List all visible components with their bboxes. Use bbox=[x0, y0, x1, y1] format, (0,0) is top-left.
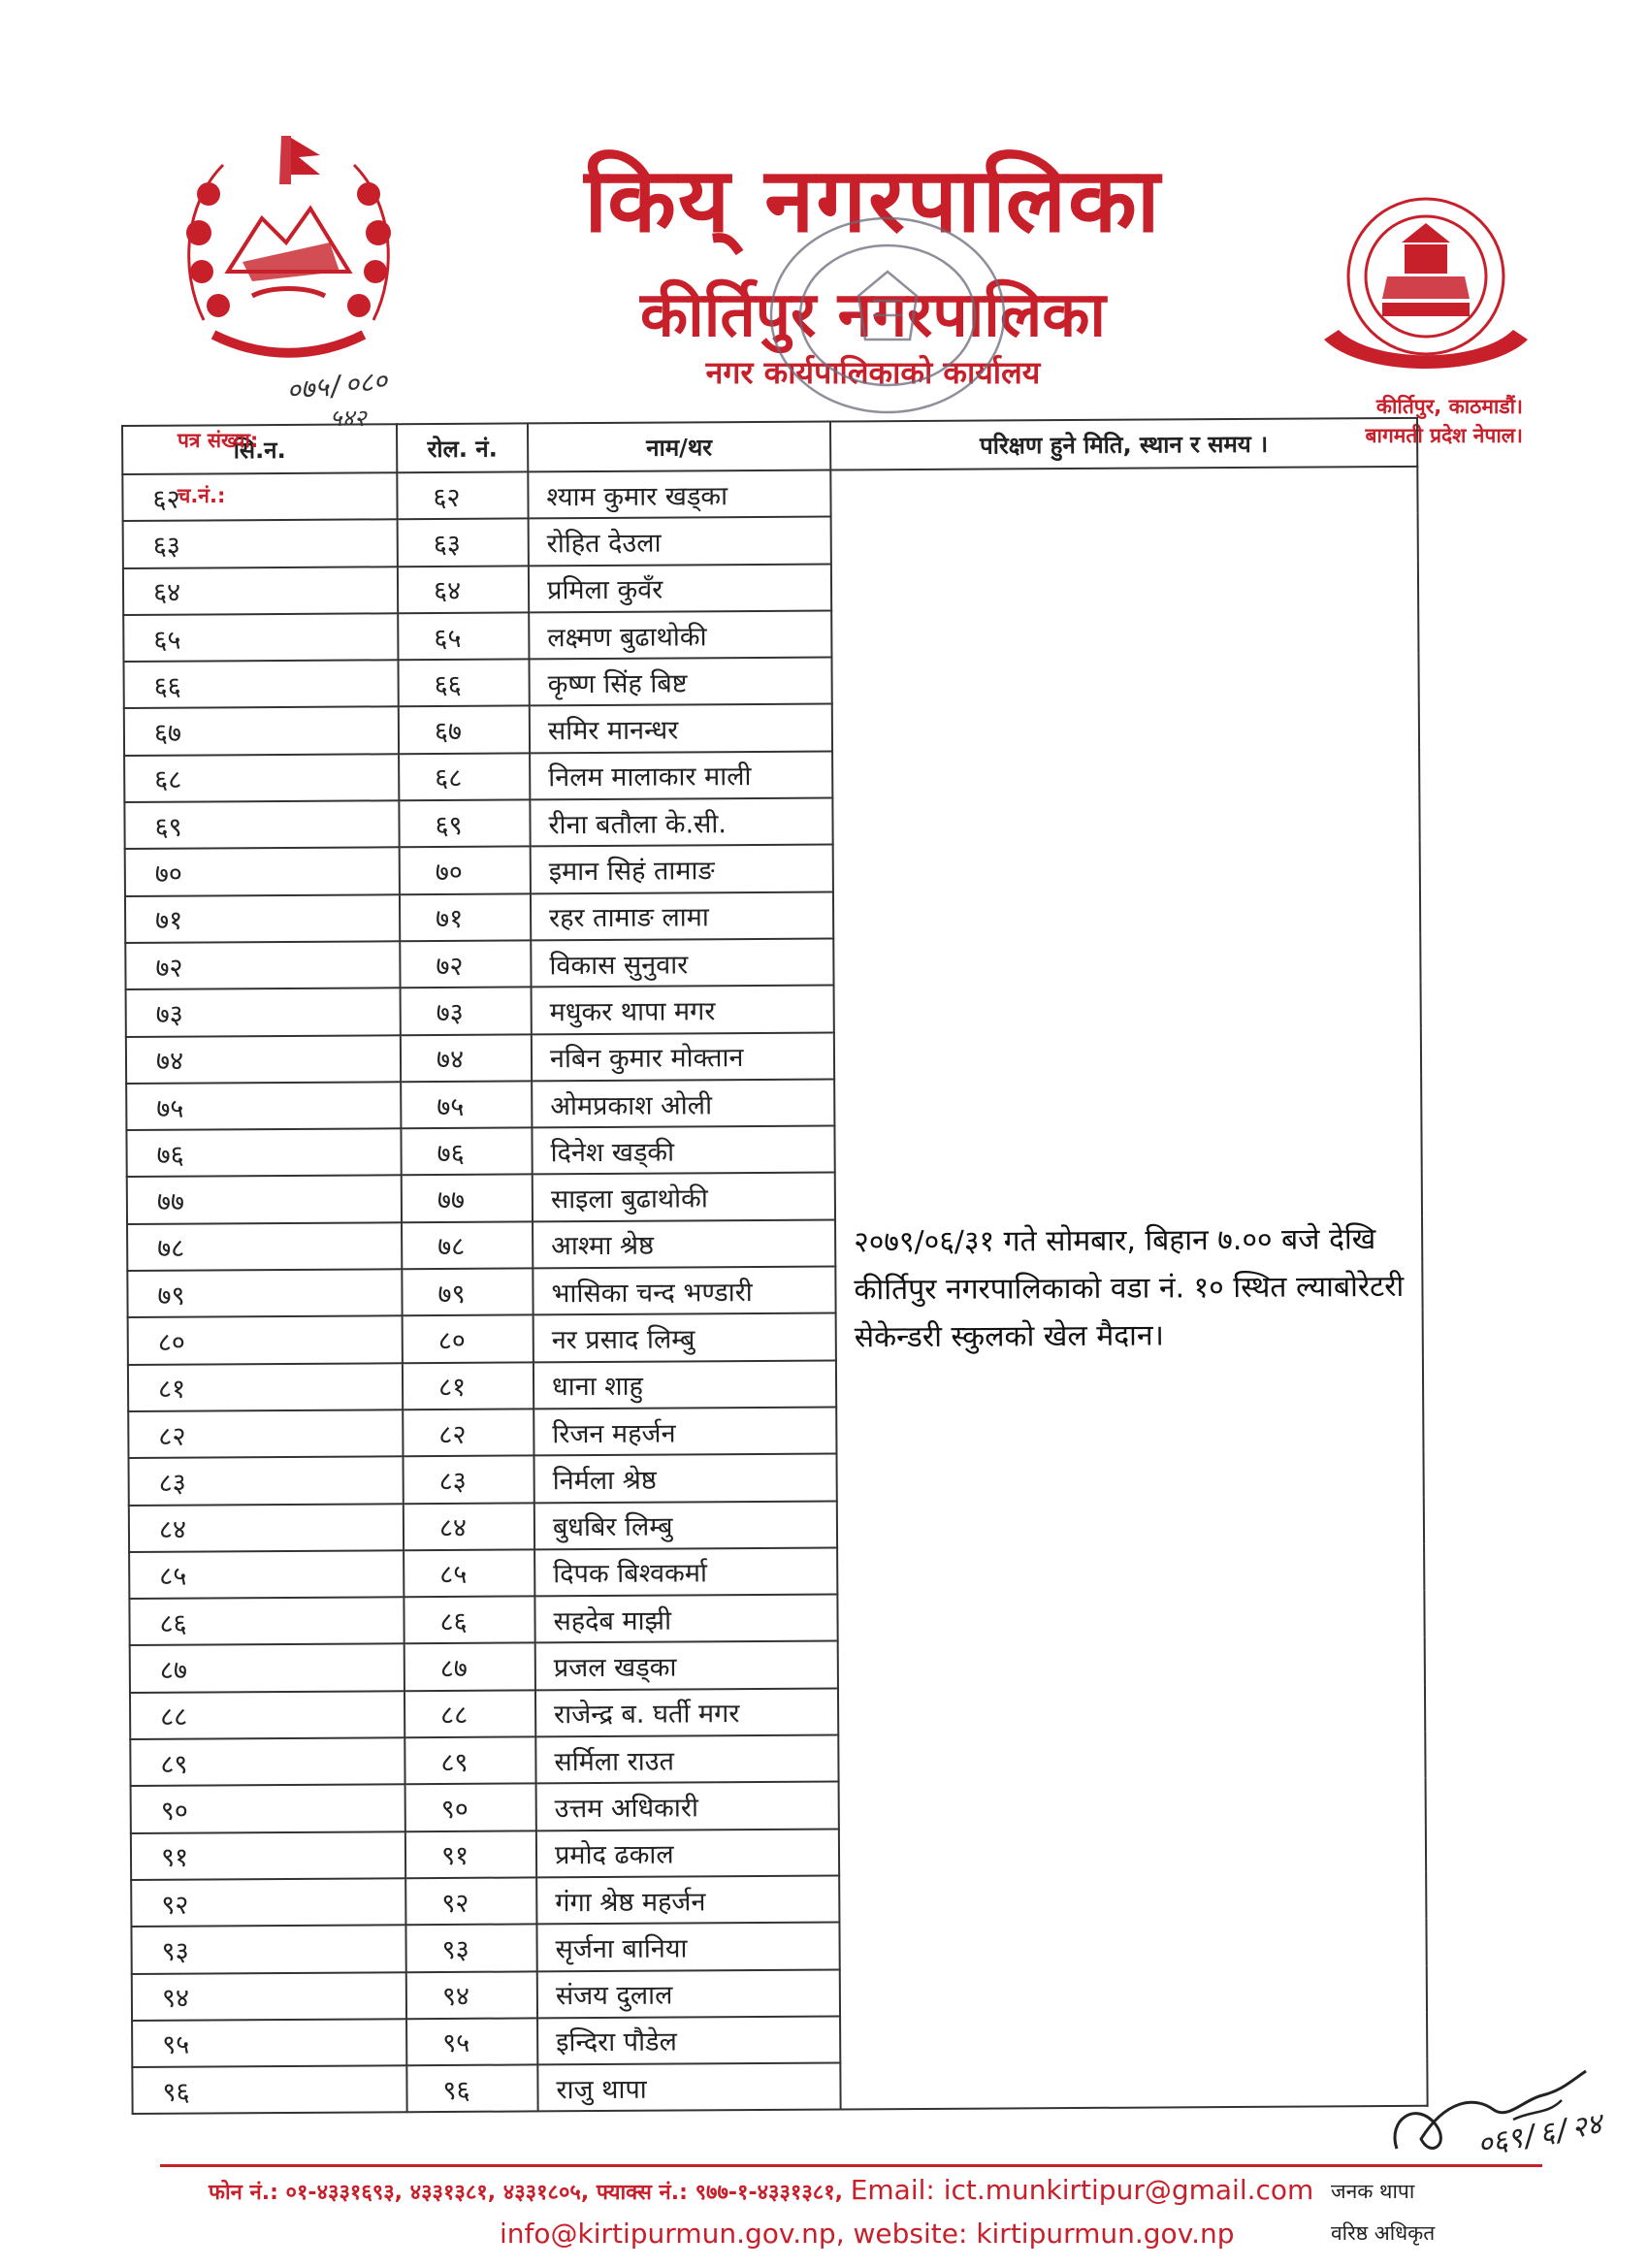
address-line-2: बागमती प्रदेश नेपाल। bbox=[1365, 424, 1523, 447]
roll-number-cell: ६६ bbox=[398, 660, 529, 707]
candidate-name-cell: मधुकर थापा मगर bbox=[532, 986, 834, 1034]
candidate-name-cell: प्रमिला कुवँर bbox=[529, 564, 831, 612]
roll-number-cell: ७६ bbox=[401, 1128, 532, 1176]
serial-number-cell: ७० bbox=[125, 848, 400, 896]
roll-number-cell: ७२ bbox=[400, 940, 531, 988]
roll-number-cell: ८० bbox=[403, 1315, 534, 1363]
roll-number-cell: ८६ bbox=[404, 1597, 534, 1644]
roll-number-cell: ९४ bbox=[406, 1971, 537, 2019]
roll-number-cell: ६२ bbox=[397, 471, 528, 519]
letter-number-label: पत्र संख्या: bbox=[178, 429, 259, 452]
footer-divider bbox=[160, 2164, 1542, 2167]
serial-number-cell: ६६ bbox=[123, 660, 398, 708]
serial-number-cell: ७९ bbox=[127, 1269, 402, 1317]
serial-number-cell: ८४ bbox=[129, 1504, 404, 1552]
serial-number-cell: ८० bbox=[128, 1316, 403, 1365]
roll-number-cell: ८८ bbox=[404, 1690, 535, 1737]
serial-number-cell: ८८ bbox=[130, 1691, 404, 1739]
exam-schedule-cell: २०७९/०६/३१ गते सोमबार, बिहान ७.०० बजे देखि कीर्तिपुर नगरपालिकाको वडा नं. १० स्थित ल्याबोरेटरी सेकेन्डरी स्कुलको खेल मैदान। bbox=[830, 467, 1427, 2110]
dispatch-number-label: च.नं.: bbox=[178, 484, 226, 507]
roll-number-cell: ७५ bbox=[401, 1081, 532, 1128]
serial-number-cell: ८५ bbox=[129, 1550, 404, 1599]
column-header-exam-info: परिक्षण हुने मिति, स्थान र समय । bbox=[830, 418, 1417, 470]
nepal-government-emblem bbox=[175, 126, 403, 369]
column-header-roll: रोल. नं. bbox=[397, 423, 528, 472]
candidate-name-cell: बुधबिर लिम्बु bbox=[534, 1501, 837, 1549]
roll-number-cell: ९२ bbox=[405, 1877, 536, 1925]
candidate-name-cell: नबिन कुमार मोक्तान bbox=[532, 1032, 834, 1081]
serial-number-cell: ७२ bbox=[125, 941, 400, 989]
roll-number-cell: ८२ bbox=[403, 1409, 534, 1456]
serial-number-cell: ६९ bbox=[124, 800, 399, 849]
roll-number-cell: ९५ bbox=[406, 2018, 537, 2065]
candidate-name-cell: दिपक बिश्वकर्मा bbox=[534, 1547, 837, 1596]
serial-number-cell: ९४ bbox=[132, 1972, 406, 2021]
candidate-name-cell: धाना शाहु bbox=[534, 1360, 836, 1409]
roll-number-cell: ६७ bbox=[399, 706, 530, 754]
candidate-name-cell: प्रजल खड्का bbox=[535, 1641, 838, 1690]
candidate-name-cell: रीना बतौला के.सी. bbox=[530, 798, 832, 847]
serial-number-cell: ८९ bbox=[130, 1737, 404, 1786]
roll-number-cell: ८९ bbox=[404, 1736, 535, 1784]
handwritten-reference: ०७५/०८० bbox=[284, 364, 389, 407]
candidate-name-cell: राजेन्द्र ब. घर्ती मगर bbox=[535, 1688, 838, 1736]
column-header-name: नाम/थर bbox=[528, 422, 830, 472]
serial-number-cell: ८३ bbox=[129, 1456, 404, 1505]
footer-email: Email: ict.munkirtipur@gmail.com bbox=[850, 2174, 1314, 2206]
municipality-title-nepali: कीर्तिपुर नगरपालिका bbox=[640, 279, 1106, 351]
serial-number-cell: ७३ bbox=[126, 988, 401, 1037]
candidate-name-cell: सर्मिला राउत bbox=[535, 1735, 838, 1784]
roll-number-cell: ६८ bbox=[399, 753, 530, 800]
table-header-row bbox=[122, 418, 1417, 474]
candidate-name-cell: इमान सिहं तामाङ bbox=[531, 845, 833, 893]
office-seal-stamp bbox=[757, 204, 1018, 427]
roll-number-cell: ६९ bbox=[399, 800, 530, 848]
candidate-name-cell: लक्ष्मण बुढाथोकी bbox=[529, 610, 831, 659]
candidate-name-cell: दिनेश खड्की bbox=[532, 1126, 834, 1175]
serial-number-cell: ६३ bbox=[123, 520, 398, 568]
candidate-name-cell: संजय दुलाल bbox=[537, 1969, 840, 2018]
roll-number-cell: ८१ bbox=[403, 1362, 534, 1409]
handwritten-signature-date: ०६९/६/२४ bbox=[1474, 2106, 1605, 2162]
table-row bbox=[122, 467, 1417, 521]
signatory-name: जनक थापा bbox=[1331, 2180, 1415, 2203]
candidate-name-cell: निर्मला श्रेष्ठ bbox=[534, 1454, 836, 1503]
serial-number-cell: ८७ bbox=[130, 1644, 404, 1693]
roll-number-cell: ७९ bbox=[402, 1268, 533, 1315]
roll-number-cell: ९१ bbox=[405, 1831, 536, 1878]
serial-number-cell: ८६ bbox=[129, 1597, 404, 1645]
candidate-name-cell: साइला बुढाथोकी bbox=[533, 1173, 835, 1221]
candidate-table bbox=[121, 417, 1429, 2116]
serial-number-cell: ६५ bbox=[123, 613, 398, 662]
candidate-name-cell: श्याम कुमार खड्का bbox=[528, 470, 830, 519]
candidate-rows bbox=[122, 467, 1427, 2115]
serial-number-cell: ९६ bbox=[132, 2065, 406, 2114]
kirtipur-municipality-logo bbox=[1305, 184, 1547, 388]
candidate-name-cell: इन्दिरा पौडेल bbox=[537, 2016, 840, 2064]
serial-number-cell: ९३ bbox=[131, 1925, 405, 1973]
candidate-name-cell: विकास सुनुवार bbox=[531, 938, 833, 987]
roll-number-cell: ७७ bbox=[402, 1175, 533, 1222]
roll-number-cell: ७० bbox=[400, 847, 531, 894]
serial-number-cell: ६७ bbox=[124, 707, 399, 756]
candidate-name-cell: भासिका चन्द भण्डारी bbox=[533, 1267, 835, 1315]
candidate-name-cell: उत्तम अधिकारी bbox=[536, 1782, 839, 1831]
serial-number-cell: ९५ bbox=[132, 2019, 406, 2067]
signatory-title: वरिष्ठ अधिकृत bbox=[1331, 2221, 1436, 2245]
roll-number-cell: ७३ bbox=[401, 988, 532, 1035]
candidate-name-cell: कृष्ण सिंह बिष्ट bbox=[529, 658, 831, 706]
serial-number-cell: ८२ bbox=[128, 1409, 403, 1458]
handwritten-reference-number: ५४२ bbox=[330, 405, 367, 432]
address-line-1: कीर्तिपुर, काठमाडौं। bbox=[1375, 395, 1523, 418]
serial-number-cell: ६२ bbox=[122, 472, 397, 521]
serial-number-cell: ९२ bbox=[131, 1878, 405, 1927]
serial-number-cell: ६८ bbox=[124, 754, 399, 802]
serial-number-cell: ७४ bbox=[126, 1035, 401, 1084]
footer-contact-line bbox=[209, 2174, 1313, 2206]
roll-number-cell: ६५ bbox=[398, 612, 529, 660]
roll-number-cell: ६४ bbox=[398, 566, 529, 613]
roll-number-cell: ८७ bbox=[404, 1643, 535, 1691]
candidate-name-cell: नर प्रसाद लिम्बु bbox=[534, 1313, 836, 1362]
candidate-name-cell: ओमप्रकाश ओली bbox=[532, 1079, 834, 1127]
candidate-name-cell: रहर तामाङ लामा bbox=[531, 891, 833, 940]
roll-number-cell: ७१ bbox=[400, 893, 531, 941]
candidate-name-cell: रोहित देउला bbox=[529, 517, 831, 566]
roll-number-cell: ७४ bbox=[401, 1034, 532, 1082]
candidate-name-cell: समिर मानन्धर bbox=[530, 704, 832, 753]
roll-number-cell: ८५ bbox=[404, 1549, 534, 1597]
serial-number-cell: ६४ bbox=[123, 567, 398, 615]
candidate-name-cell: प्रमोद ढकाल bbox=[536, 1829, 839, 1877]
candidate-name-cell: निलम मालाकार माली bbox=[530, 751, 832, 799]
column-header-sn: सि.न. bbox=[122, 424, 397, 474]
municipality-title-newar: किय् नगरपालिका bbox=[584, 147, 1162, 252]
roll-number-cell: ८३ bbox=[404, 1456, 534, 1504]
roll-number-cell: ९६ bbox=[406, 2065, 537, 2113]
candidate-name-cell: गंगा श्रेष्ठ महर्जन bbox=[536, 1875, 839, 1924]
roll-number-cell: ६३ bbox=[398, 519, 529, 567]
roll-number-cell: ९३ bbox=[405, 1925, 536, 1972]
serial-number-cell: ९१ bbox=[131, 1831, 405, 1880]
candidate-name-cell: सृर्जना बानिया bbox=[536, 1923, 839, 1971]
roll-number-cell: ८४ bbox=[404, 1503, 534, 1550]
serial-number-cell: ९० bbox=[131, 1785, 405, 1833]
candidate-name-cell: राजु थापा bbox=[537, 2063, 840, 2112]
serial-number-cell: ७६ bbox=[126, 1128, 401, 1177]
footer-phone: फोन नं.: ०१-४३३१६९३, ४३३१३८१, ४३३१८०५, फ्याक्स नं.: ९७७-१-४३३१३८१, bbox=[209, 2181, 844, 2205]
serial-number-cell: ८१ bbox=[128, 1363, 403, 1411]
roll-number-cell: ७८ bbox=[402, 1221, 533, 1269]
serial-number-cell: ७८ bbox=[127, 1222, 402, 1271]
serial-number-cell: ७७ bbox=[127, 1176, 402, 1224]
roll-number-cell: ९० bbox=[405, 1784, 536, 1831]
candidate-name-cell: आश्मा श्रेष्ठ bbox=[533, 1219, 835, 1268]
office-name: नगर कार्यपालिकाको कार्यालय bbox=[705, 354, 1041, 391]
footer-web-line: info@kirtipurmun.gov.np, website: kirtipurmun.gov.np bbox=[500, 2218, 1235, 2250]
candidate-name-cell: सहदेब माझी bbox=[534, 1595, 837, 1643]
serial-number-cell: ७१ bbox=[125, 894, 400, 943]
candidate-name-cell: रिजन महर्जन bbox=[534, 1407, 836, 1455]
serial-number-cell: ७५ bbox=[126, 1082, 401, 1130]
